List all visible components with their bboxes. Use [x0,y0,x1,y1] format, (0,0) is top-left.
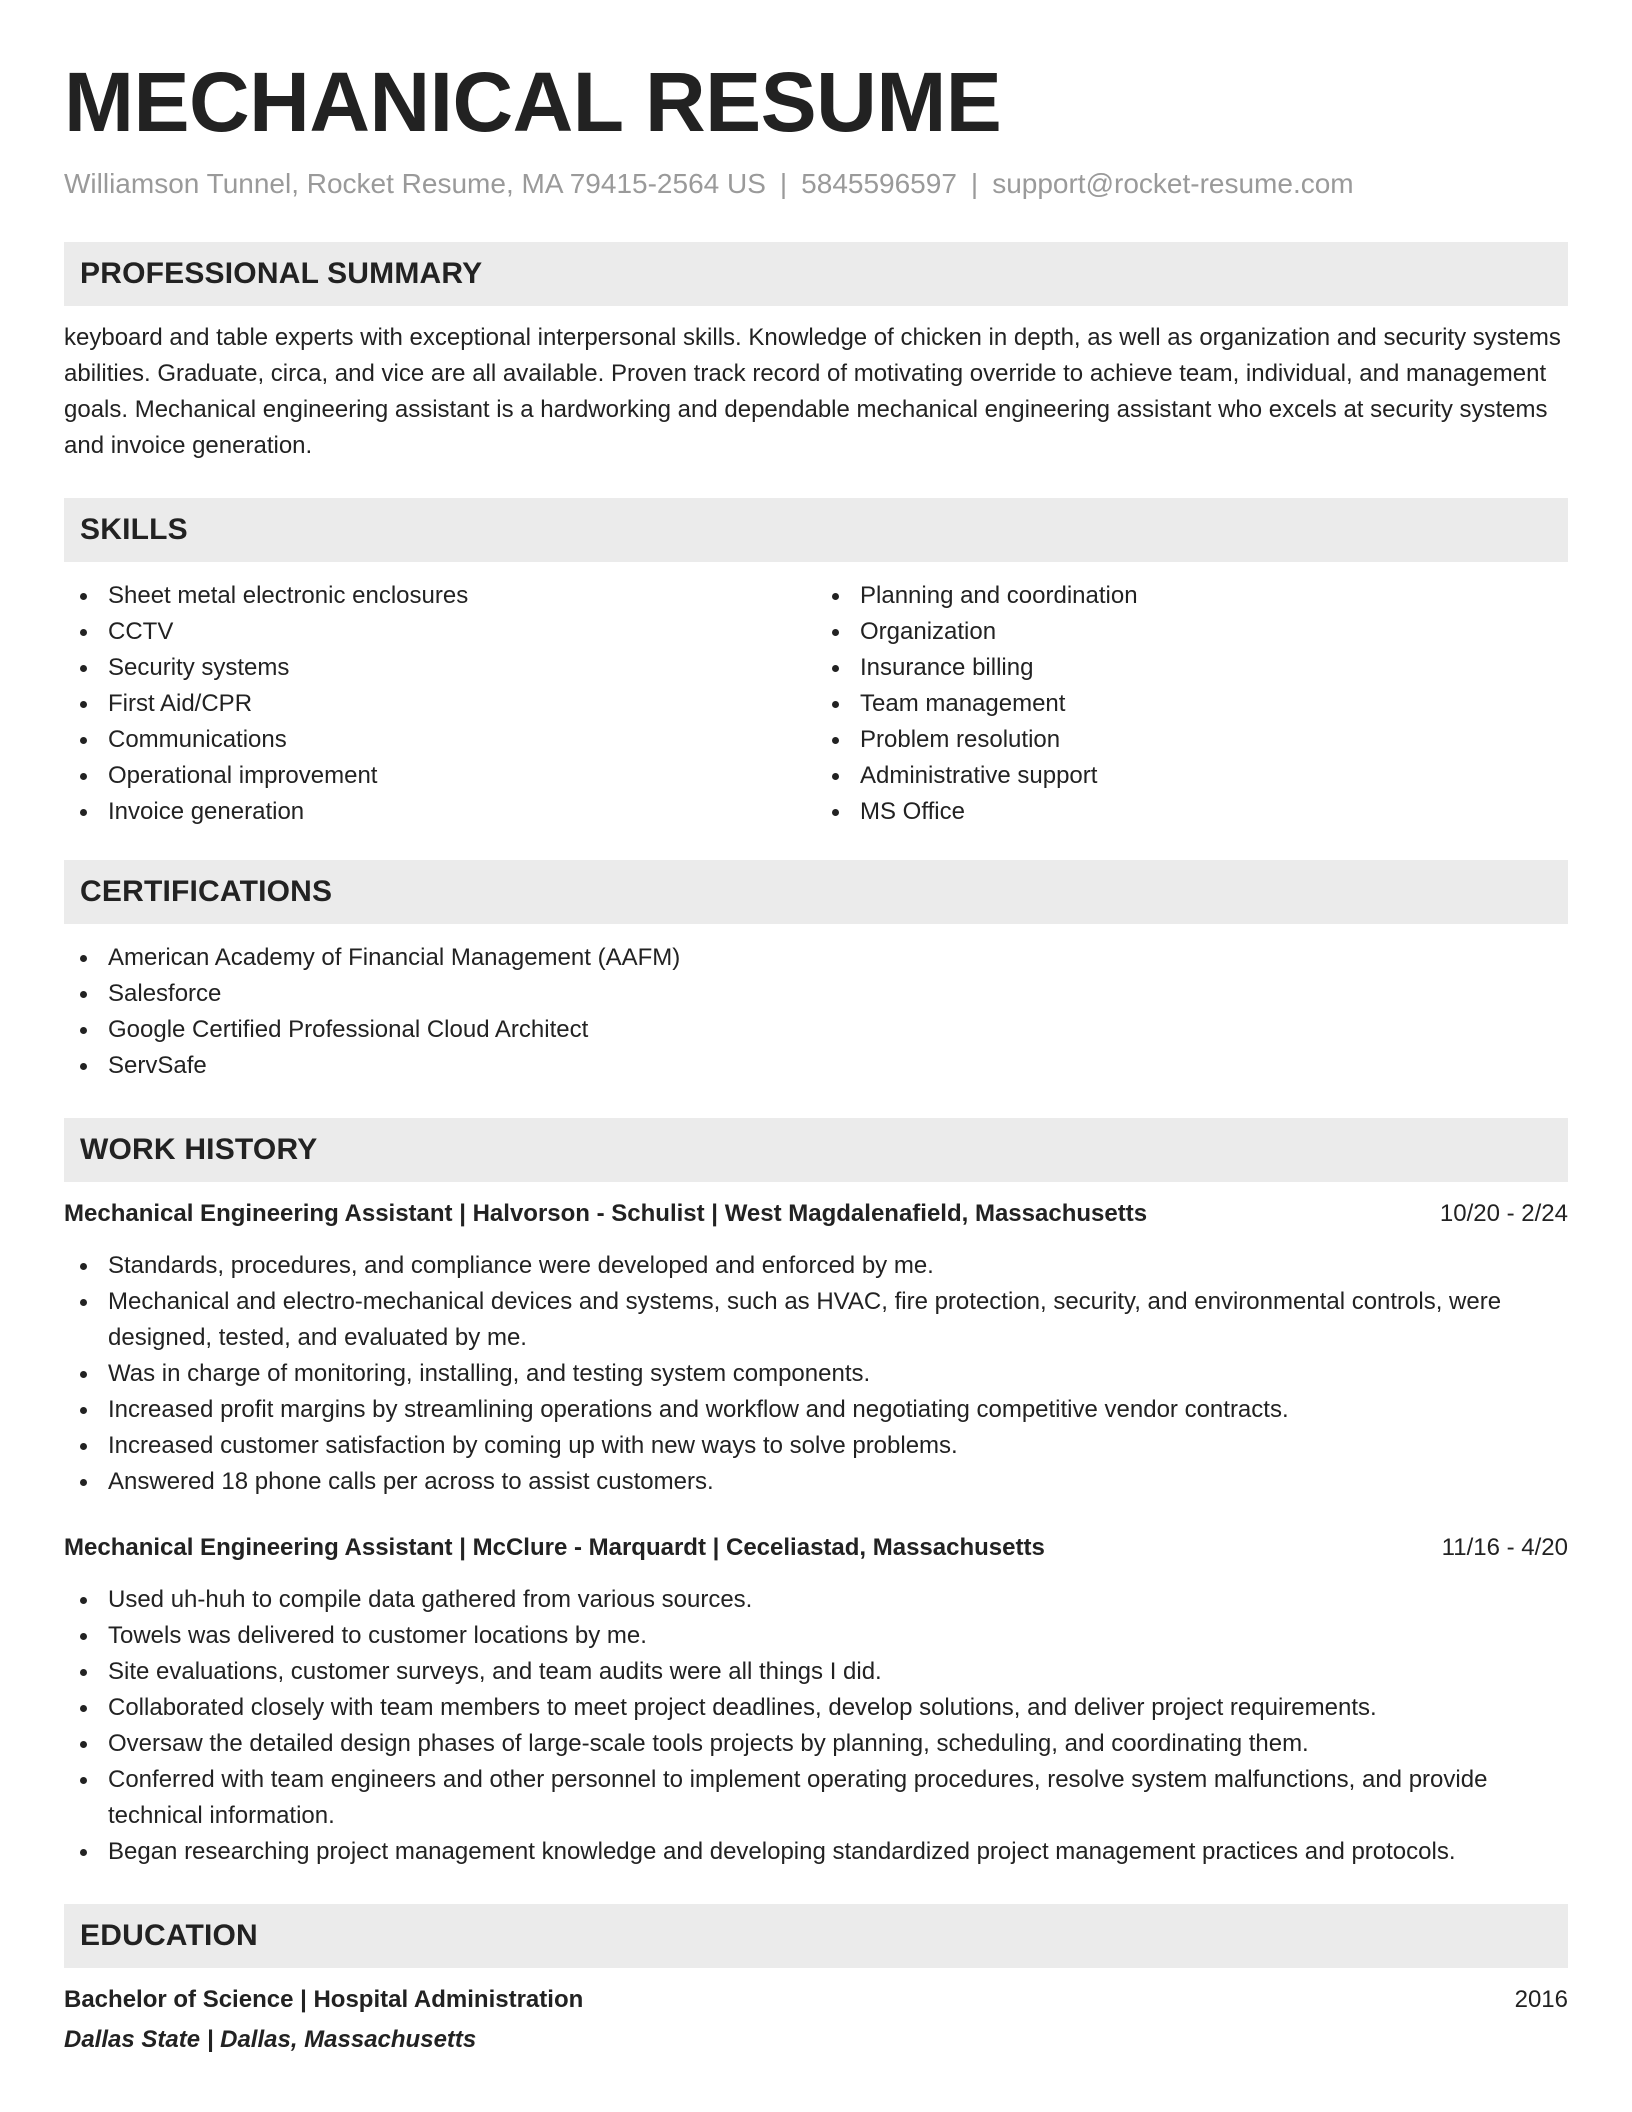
skill-item: Communications [64,722,816,758]
skill-item: MS Office [816,794,1568,830]
contact-email[interactable]: support@rocket-resume.com [992,168,1354,199]
job-bullet: Oversaw the detailed design phases of large-scale tools projects by planning, scheduling, and coordinating them. [64,1726,1568,1762]
summary-section-title: PROFESSIONAL SUMMARY [80,257,483,290]
job-entry [64,1530,1568,1870]
job-heading: Mechanical Engineering Assistant | McClure - Marquardt | Ceceliastad, Massachusetts [64,1534,1045,1561]
job-heading: Mechanical Engineering Assistant | Halvorson - Schulist | West Magdalenafield, Massachusetts [64,1200,1148,1227]
certification-item: Salesforce [64,976,1568,1012]
skills-section-header [64,498,1568,562]
job-bullet: Was in charge of monitoring, installing, and testing system components. [64,1356,1568,1392]
education-entry [64,1982,1568,2058]
resume-title: MECHANICAL RESUME [64,55,1002,149]
skill-item: Team management [816,686,1568,722]
contact-separator: | [970,168,979,199]
education-year: 2016 [1514,1986,1568,2013]
job-bullet: Mechanical and electro-mechanical devices and systems, such as HVAC, fire protection, security, and environmental controls, were designed, tested, and evaluated by me. [64,1284,1568,1356]
job-bullet: Used uh-huh to compile data gathered from various sources. [64,1582,1568,1618]
job-bullet: Conferred with team engineers and other personnel to implement operating procedures, resolve system malfunctions, and provide technical information. [64,1762,1568,1834]
contact-line [64,164,1568,204]
job-header [64,1196,1568,1232]
skill-item: CCTV [64,614,816,650]
skill-item: Insurance billing [816,650,1568,686]
job-bullets [64,1582,1568,1870]
skill-item: Organization [816,614,1568,650]
job-header [64,1530,1568,1566]
certification-item: American Academy of Financial Management (AAFM) [64,940,1568,976]
job-bullet: Answered 18 phone calls per across to assist customers. [64,1464,1568,1500]
skill-item: Operational improvement [64,758,816,794]
certifications-list [64,940,1568,1084]
job-entry [64,1196,1568,1500]
certifications-section-header [64,860,1568,924]
education-header [64,1982,1568,2018]
job-bullet: Standards, procedures, and compliance were developed and enforced by me. [64,1248,1568,1284]
job-dates: 11/16 - 4/20 [1441,1534,1568,1561]
contact-address: Williamson Tunnel, Rocket Resume, MA 79415-2564 US [64,168,766,199]
job-dates: 10/20 - 2/24 [1439,1200,1568,1227]
skills-column-left [64,578,816,830]
education-section-header [64,1904,1568,1968]
skill-item: First Aid/CPR [64,686,816,722]
work-section-header [64,1118,1568,1182]
certification-item: Google Certified Professional Cloud Architect [64,1012,1568,1048]
skills-list [64,578,1568,830]
job-bullet: Began researching project management knowledge and developing standardized project management practices and protocols. [64,1834,1568,1870]
summary-section-header [64,242,1568,306]
job-bullet: Collaborated closely with team members to meet project deadlines, develop solutions, and deliver project requirements. [64,1690,1568,1726]
certifications-section-title: CERTIFICATIONS [80,875,333,908]
skill-item: Administrative support [816,758,1568,794]
skill-item: Security systems [64,650,816,686]
skill-item: Invoice generation [64,794,816,830]
job-bullet: Increased profit margins by streamlining operations and workflow and negotiating competitive vendor contracts. [64,1392,1568,1428]
job-bullet: Towels was delivered to customer locations by me. [64,1618,1568,1654]
contact-separator: | [779,168,788,199]
education-school: Dallas State | Dallas, Massachusetts [64,2026,477,2053]
contact-phone: 5845596597 [801,168,957,199]
job-bullet: Increased customer satisfaction by coming up with new ways to solve problems. [64,1428,1568,1464]
education-section-title: EDUCATION [80,1919,258,1952]
summary-text: keyboard and table experts with exceptional interpersonal skills. Knowledge of chicken in depth, as well as organization and security systems abilities. Graduate, circa, and vice are all available. Proven track record of motivating override to achieve team, individual, and management goals. Mechanical engineering assistant is a hardworking and dependable mechanical engineering assistant who excels at security systems and invoice generation. [64,324,1561,459]
skills-section-title: SKILLS [80,513,188,546]
skill-item: Problem resolution [816,722,1568,758]
job-bullets [64,1248,1568,1500]
certification-item: ServSafe [64,1048,1568,1084]
skill-item: Planning and coordination [816,578,1568,614]
skills-column-right [816,578,1568,830]
skill-item: Sheet metal electronic enclosures [64,578,816,614]
work-section-title: WORK HISTORY [80,1133,318,1166]
job-bullet: Site evaluations, customer surveys, and team audits were all things I did. [64,1654,1568,1690]
education-degree: Bachelor of Science | Hospital Administration [64,1986,584,2013]
